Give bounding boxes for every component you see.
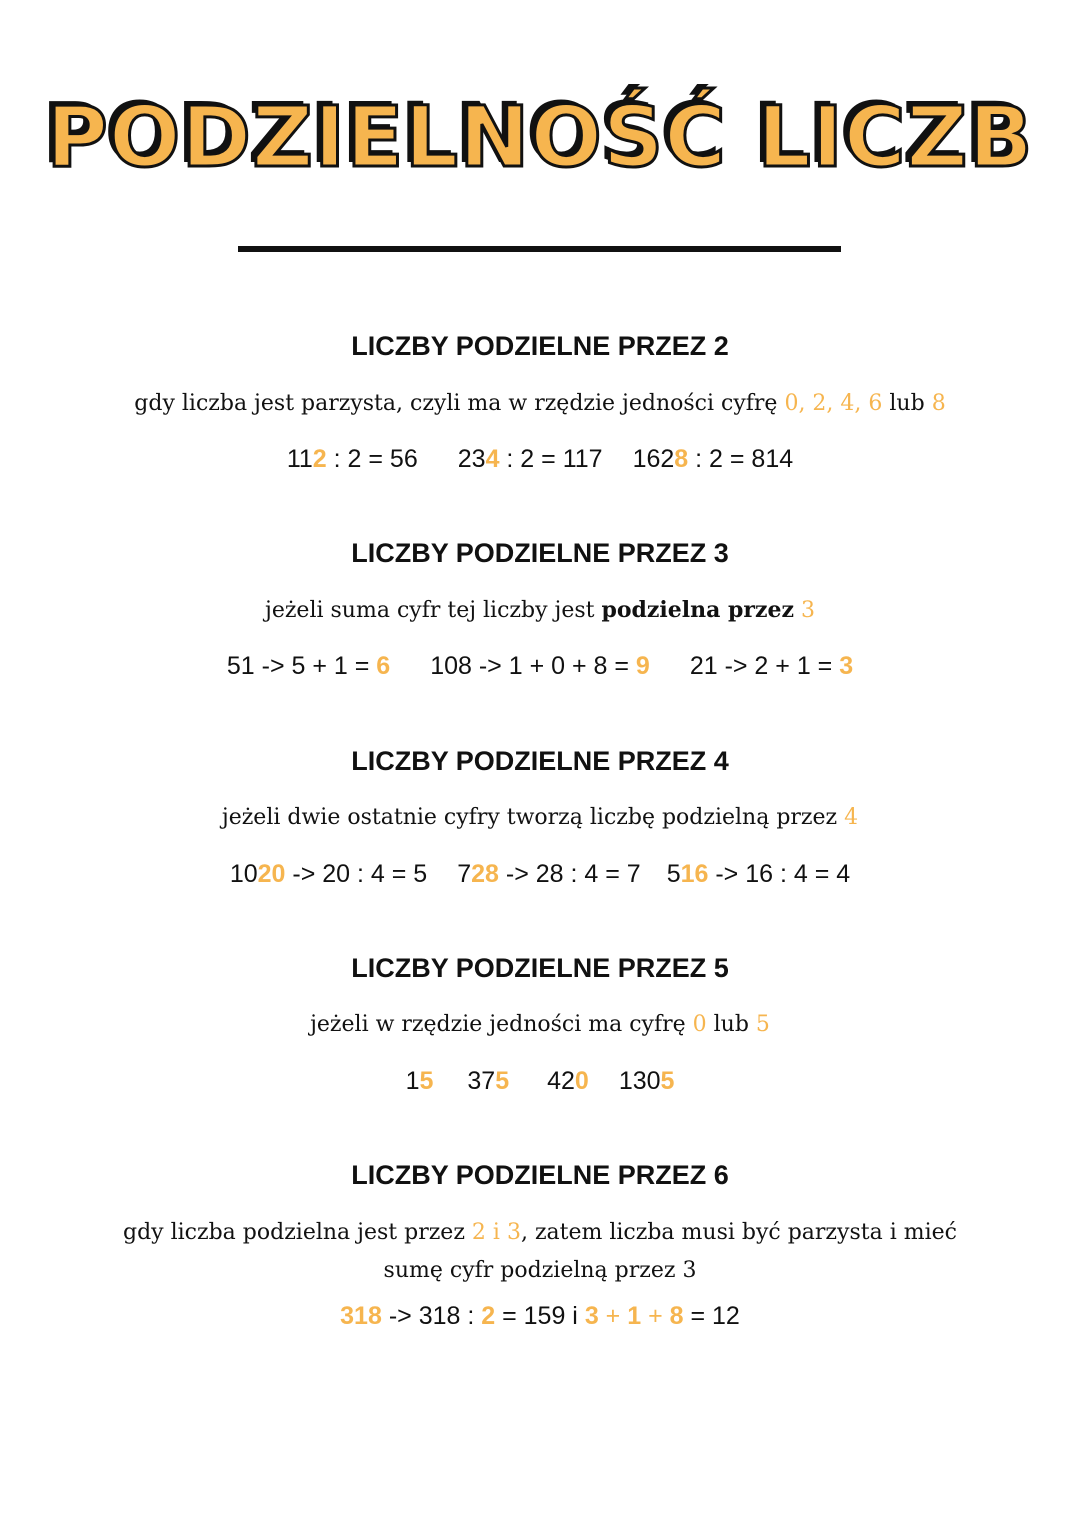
desc-highlight: 8	[931, 391, 946, 416]
desc-text: gdy liczba podzielna jest przez	[123, 1220, 472, 1245]
section-examples-5	[0, 1069, 1080, 1094]
desc-highlight: 0, 2, 4, 6	[784, 391, 883, 416]
section-examples-3	[0, 654, 1080, 679]
section-desc-2	[0, 385, 1080, 423]
title-divider	[238, 246, 841, 252]
section-desc-6	[0, 1214, 1080, 1290]
example-item: 108 -> 1 + 0 + 8 = 9	[430, 652, 650, 680]
desc-text: sumę cyfr podzielną przez 3	[383, 1258, 697, 1283]
desc-text: gdy liczba jest parzysta, czyli ma w rzędzie jedności cyfrę	[134, 391, 785, 416]
example-item: 234 : 2 = 117	[457, 445, 603, 473]
desc-highlight: 2 i 3	[471, 1220, 521, 1245]
desc-text: jeżeli w rzędzie jedności ma cyfrę	[310, 1012, 693, 1037]
example-item: 51 -> 5 + 1 = 6	[226, 652, 391, 680]
desc-text: jeżeli dwie ostatnie cyfry tworzą liczbę podzielną przez	[221, 805, 845, 830]
section-examples-4	[0, 862, 1080, 887]
example-item: 375	[467, 1067, 510, 1095]
example-item: 420	[547, 1067, 589, 1095]
section-desc-4	[0, 799, 1080, 837]
desc-highlight: 0	[692, 1012, 707, 1037]
example-item: 1628 : 2 = 814	[632, 445, 794, 473]
desc-text: lub	[882, 391, 932, 416]
desc-highlight: 5	[755, 1012, 770, 1037]
desc-highlight: 4	[844, 805, 859, 830]
desc-text: lub	[706, 1012, 756, 1037]
example-item: 1305	[618, 1067, 675, 1095]
desc-text: jeżeli suma cyfr tej liczby jest	[265, 598, 602, 623]
example-item: 112 : 2 = 56	[286, 445, 418, 473]
section-heading-5: LICZBY PODZIELNE PRZEZ 5	[351, 953, 729, 983]
example-item: 516 -> 16 : 4 = 4	[666, 860, 851, 888]
section-heading-4: LICZBY PODZIELNE PRZEZ 4	[351, 746, 729, 776]
desc-text: , zatem liczba musi być parzysta i mieć	[520, 1220, 957, 1245]
section-examples-2	[0, 447, 1080, 472]
example-item: 21 -> 2 + 1 = 3	[689, 652, 854, 680]
section-heading-6: LICZBY PODZIELNE PRZEZ 6	[351, 1160, 729, 1190]
section-heading-2: LICZBY PODZIELNE PRZEZ 2	[351, 331, 729, 361]
section-desc-3	[0, 591, 1080, 630]
section-example-6: 318 -> 318 : 2 = 159 i 3 + 1 + 8 = 12	[340, 1302, 740, 1330]
section-desc-5	[0, 1006, 1080, 1044]
example-item: 728 -> 28 : 4 = 7	[457, 860, 641, 888]
example-item: 1020 -> 20 : 4 = 5	[229, 860, 428, 888]
desc-bold: podzielna przez	[601, 597, 794, 623]
example-item: 15	[405, 1067, 434, 1095]
section-heading-3: LICZBY PODZIELNE PRZEZ 3	[351, 538, 729, 568]
desc-highlight: 3	[801, 598, 815, 623]
page-title: PODZIELNOŚĆ LICZB	[46, 88, 1034, 186]
